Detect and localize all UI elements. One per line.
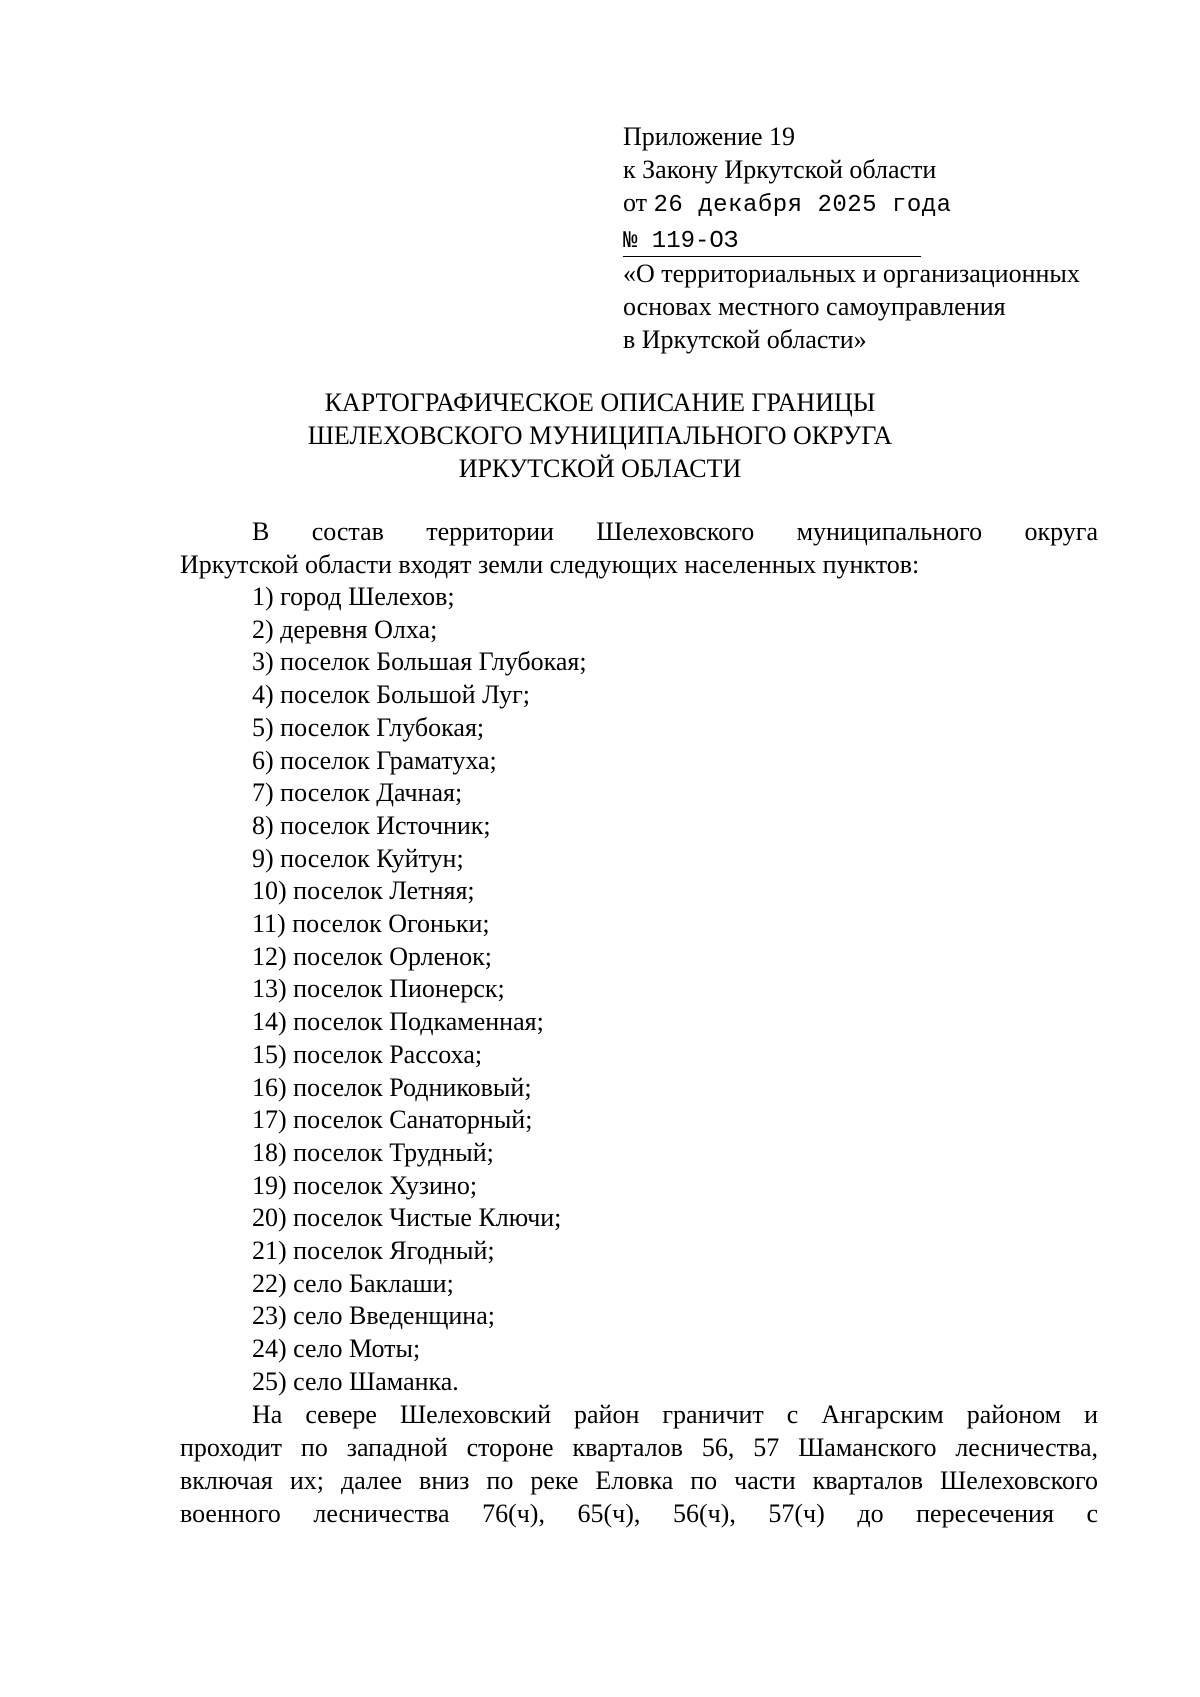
list-item: 22) село Баклаши; <box>252 1268 454 1298</box>
date-value: 26 декабря 2025 года <box>653 192 952 219</box>
list-item: 1) город Шелехов; <box>252 582 455 611</box>
list-item: 11) поселок Огоньки; <box>252 909 490 939</box>
appendix-date <box>623 186 1143 222</box>
law-title-line-1: «О территориальных и организационных <box>623 259 1080 288</box>
list-item: 18) поселок Трудный; <box>252 1137 494 1167</box>
list-item: 16) поселок Родниковый; <box>252 1072 532 1102</box>
list-item: 14) поселок Подкаменная; <box>252 1007 544 1037</box>
list-item: 3) поселок Большая Глубокая; <box>252 647 587 677</box>
intro-line-2: Иркутской области входят земли следующих населенных пунктов: <box>180 550 920 579</box>
list-item: 24) село Моты; <box>252 1334 421 1364</box>
document-title <box>180 386 1020 485</box>
list-item: 23) село Введенщина; <box>252 1301 495 1331</box>
boundary-line-2-text: проходит по западной стороне кварталов 56, 57 Шаманского лесничества, <box>180 1433 1098 1462</box>
appendix-header <box>623 120 1143 356</box>
appendix-law-reference: к Закону Иркутской области <box>623 155 937 184</box>
boundary-line-1-text: На севере Шелеховский район граничит с Ангарским районом и <box>252 1400 1098 1429</box>
boundary-line-3-text: включая их; далее вниз по реке Еловка по части кварталов Шелеховского <box>180 1466 1098 1495</box>
list-item: 6) поселок Граматуха; <box>252 745 497 775</box>
list-item: 5) поселок Глубокая; <box>252 712 485 742</box>
list-item: 17) поселок Санаторный; <box>252 1105 533 1135</box>
list-item: 25) село Шаманка. <box>252 1366 459 1396</box>
list-item: 7) поселок Дачная; <box>252 778 463 808</box>
appendix-number: Приложение 19 <box>623 122 796 151</box>
boundary-paragraph <box>180 1398 1098 1530</box>
list-item: 20) поселок Чистые Ключи; <box>252 1203 562 1233</box>
list-item: 2) деревня Олха; <box>252 614 438 644</box>
list-item: 9) поселок Куйтун; <box>252 843 464 873</box>
list-item: 13) поселок Пионерск; <box>252 974 505 1004</box>
list-item: 15) поселок Рассоха; <box>252 1039 483 1069</box>
boundary-line-1 <box>180 1398 1098 1431</box>
list-item: 4) поселок Большой Луг; <box>252 680 530 710</box>
title-line-1: КАРТОГРАФИЧЕСКОЕ ОПИСАНИЕ ГРАНИЦЫ <box>324 388 876 417</box>
list-item: 10) поселок Летняя; <box>252 876 475 906</box>
title-line-2: ШЕЛЕХОВСКОГО МУНИЦИПАЛЬНОГО ОКРУГА <box>307 421 893 450</box>
intro-line-1: В состав территории Шелеховского муниципального округа <box>252 517 1098 546</box>
law-title-line-2: основах местного самоуправления <box>623 292 1006 321</box>
boundary-line-2 <box>180 1431 1098 1464</box>
title-line-3: ИРКУТСКОЙ ОБЛАСТИ <box>458 454 742 483</box>
law-title-line-3: в Иркутской области» <box>623 325 867 354</box>
list-item: 8) поселок Источник; <box>252 810 491 840</box>
boundary-line-3 <box>180 1464 1098 1497</box>
intro-paragraph <box>180 515 1098 581</box>
list-item: 12) поселок Орленок; <box>252 941 492 971</box>
boundary-line-4-text: военного лесничества 76(ч), 65(ч), 56(ч), 57(ч) до пересечения с <box>180 1499 1098 1528</box>
date-prefix: от <box>623 188 648 217</box>
list-item: 21) поселок Ягодный; <box>252 1236 495 1266</box>
list-item: 19) поселок Хузино; <box>252 1170 478 1200</box>
boundary-line-4 <box>180 1497 1098 1530</box>
settlements-list <box>252 581 587 1399</box>
law-number-value: № 119-ОЗ <box>623 228 921 257</box>
appendix-law-number <box>623 222 1143 257</box>
